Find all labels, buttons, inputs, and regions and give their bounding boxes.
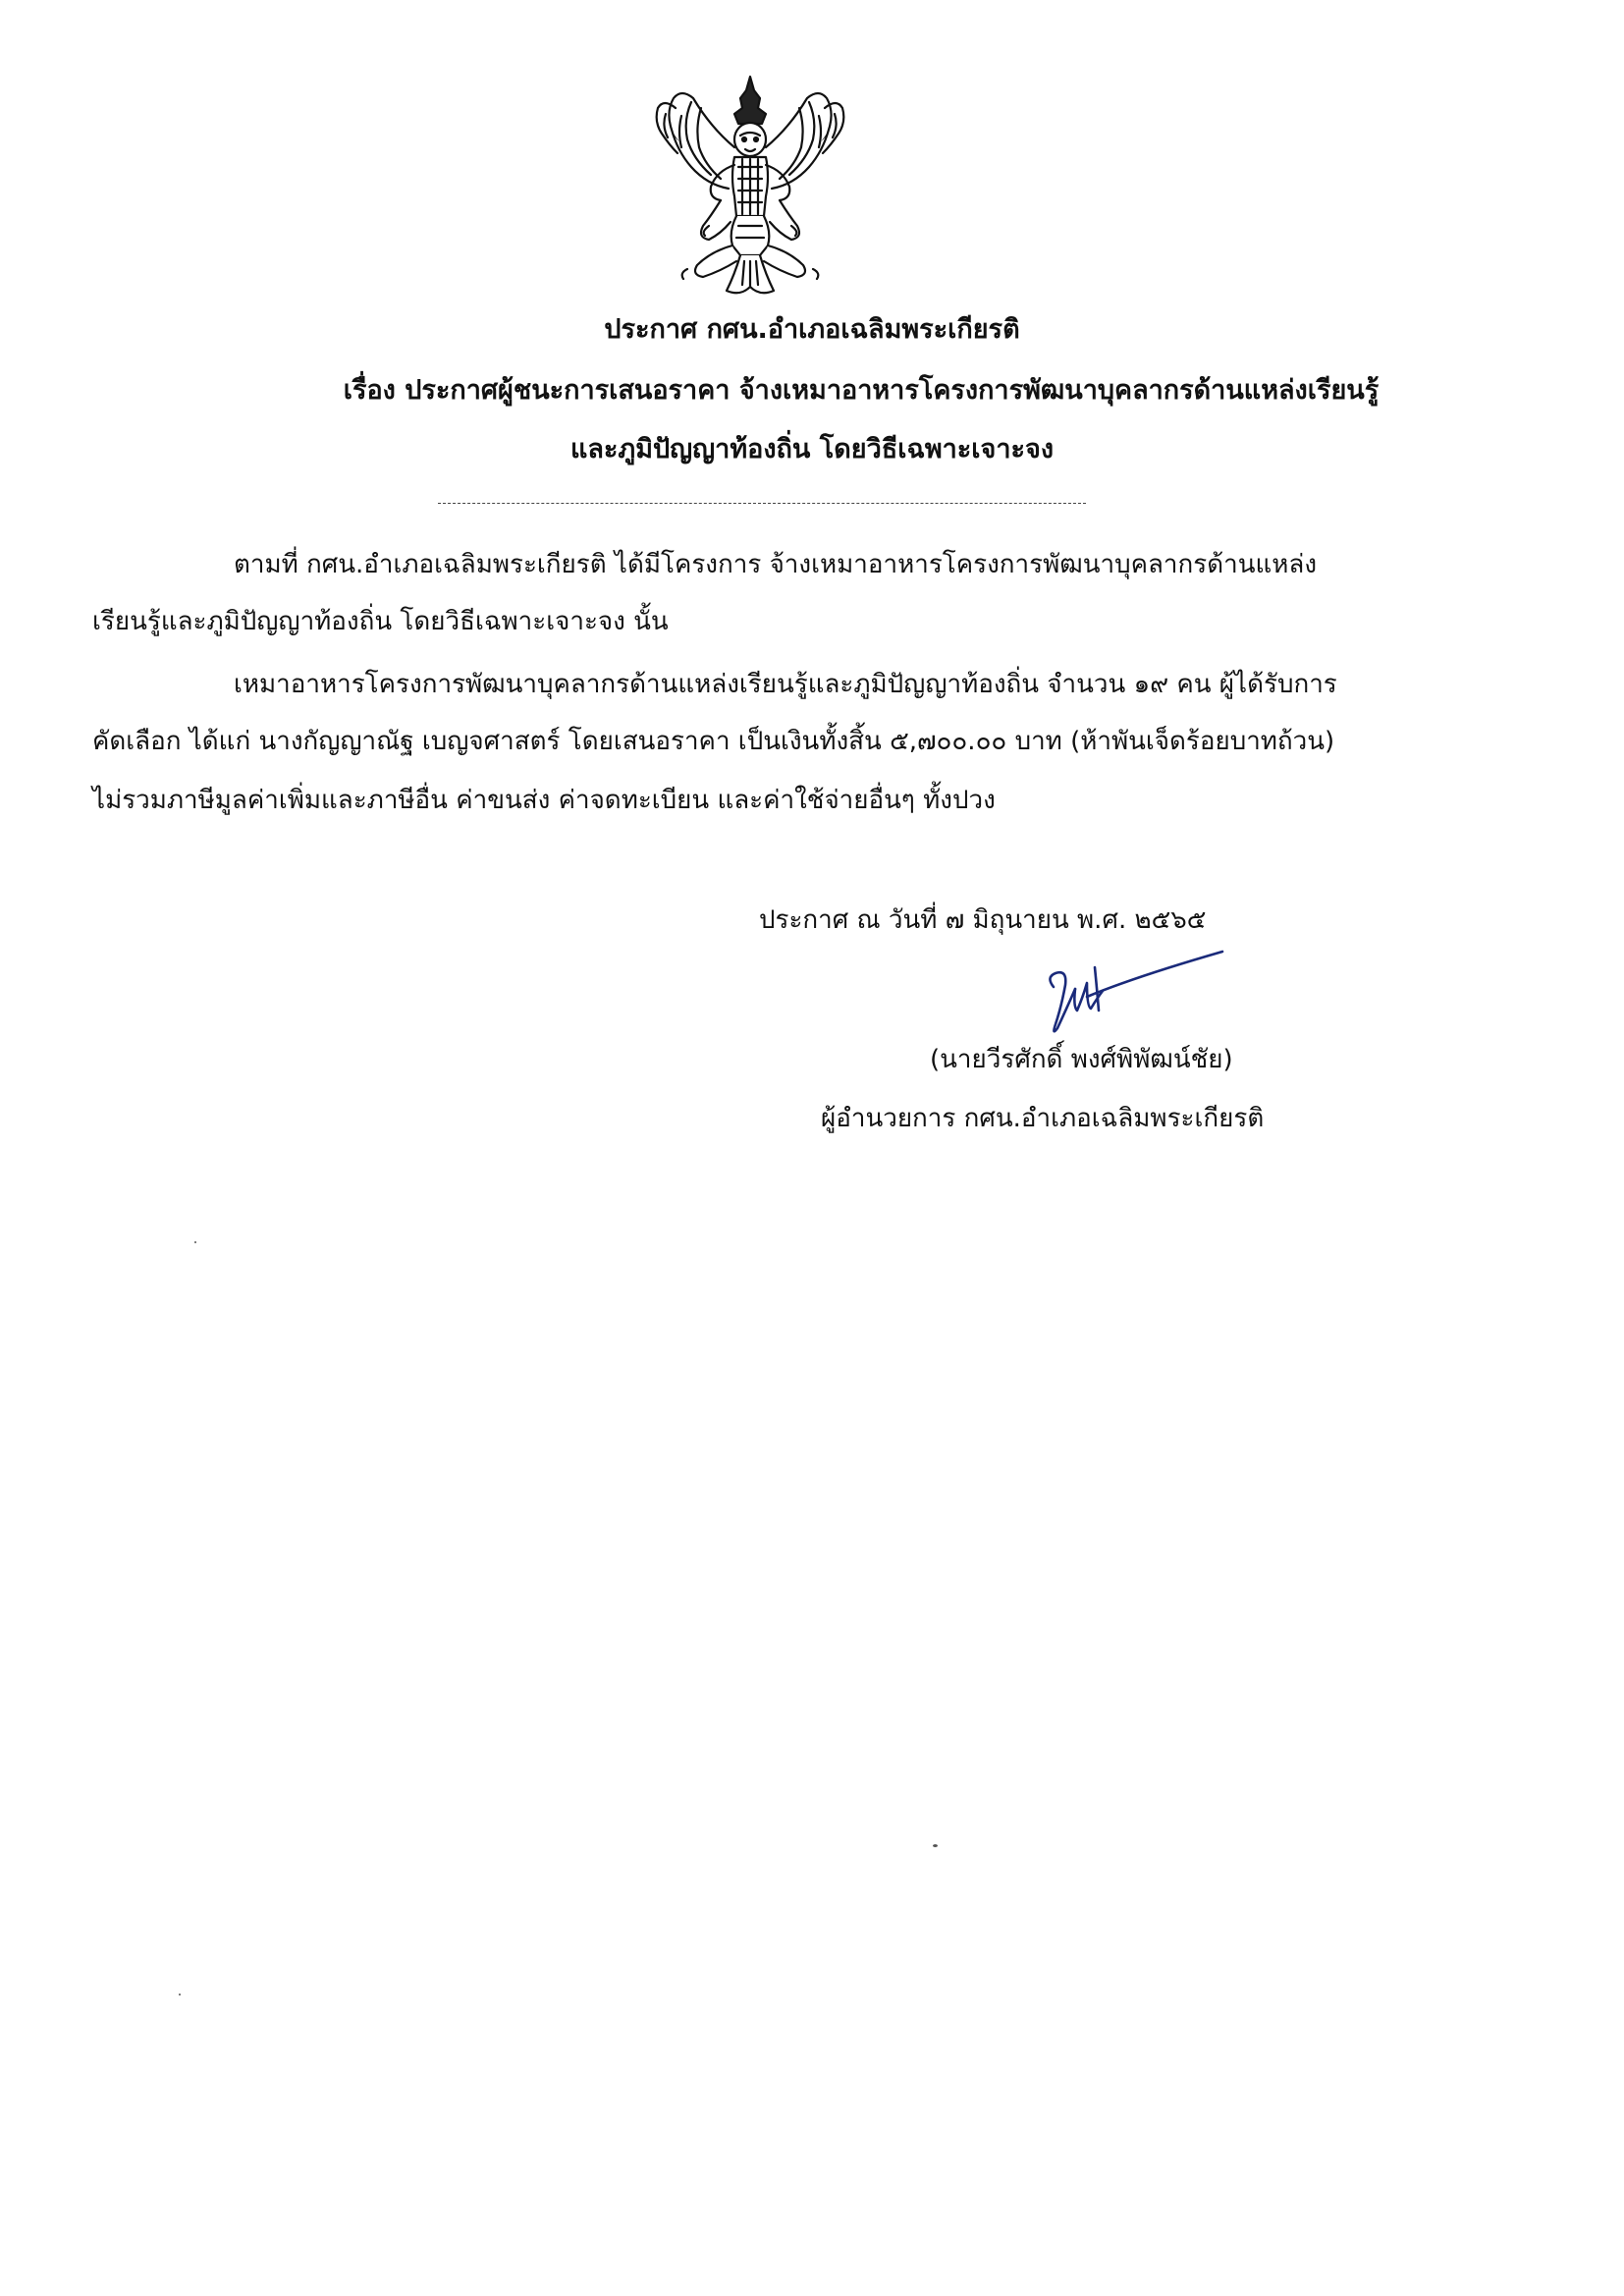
signature-image [1026, 938, 1272, 1046]
announcement-subject: เรื่อง ประกาศผู้ชนะการเสนอราคา จ้างเหมาอาหารโครงการพัฒนาบุคลากรด้านแหล่งเรียนรู้ [343, 375, 1380, 406]
paragraph-2-line-1: เหมาอาหารโครงการพัฒนาบุคลากรด้านแหล่งเรียนรู้และภูมิปัญญาท้องถิ่น จำนวน ๑๙ คน ผู้ได้รับการ [234, 670, 1337, 699]
paragraph-2-line-3: ไม่รวมภาษีมูลค่าเพิ่มและภาษีอื่น ค่าขนส่ง ค่าจดทะเบียน และค่าใช้จ่ายอื่นๆ ทั้งปวง [92, 786, 996, 815]
signer-title: ผู้อำนวยการ กศน.อำเภอเฉลิมพระเกียรติ [821, 1104, 1265, 1133]
scan-speck [194, 1241, 196, 1243]
paragraph-1-line-2: เรียนรู้และภูมิปัญญาท้องถิ่น โดยวิธีเฉพาะเจาะจง นั้น [92, 607, 669, 636]
garuda-emblem-icon [652, 69, 848, 309]
paragraph-2-line-2: คัดเลือก ได้แก่ นางกัญญาณัฐ เบญจศาสตร์ โดยเสนอราคา เป็นเงินทั้งสิ้น ๕,๗๐๐.๐๐ บาท (ห้าพันเจ็ดร้อยบาทถ้วน) [92, 727, 1335, 756]
signer-name: (นายวีรศักดิ์ พงศ์พิพัฒน์ชัย) [930, 1045, 1233, 1074]
announcement-date: ประกาศ ณ วันที่ ๗ มิถุนายน พ.ศ. ๒๕๖๕ [759, 905, 1207, 935]
announcement-subject-continued: และภูมิปัญญาท้องถิ่น โดยวิธีเฉพาะเจาะจง [569, 434, 1055, 465]
announcement-title: ประกาศ กศน.อำเภอเฉลิมพระเกียรติ [604, 314, 1020, 345]
paragraph-1-line-1: ตามที่ กศน.อำเภอเฉลิมพระเกียรติ ได้มีโครงการ จ้างเหมาอาหารโครงการพัฒนาบุคลากรด้านแหล่ง [234, 550, 1318, 579]
scan-speck [179, 1994, 181, 1995]
scan-speck [933, 1844, 938, 1847]
divider [438, 503, 1086, 504]
